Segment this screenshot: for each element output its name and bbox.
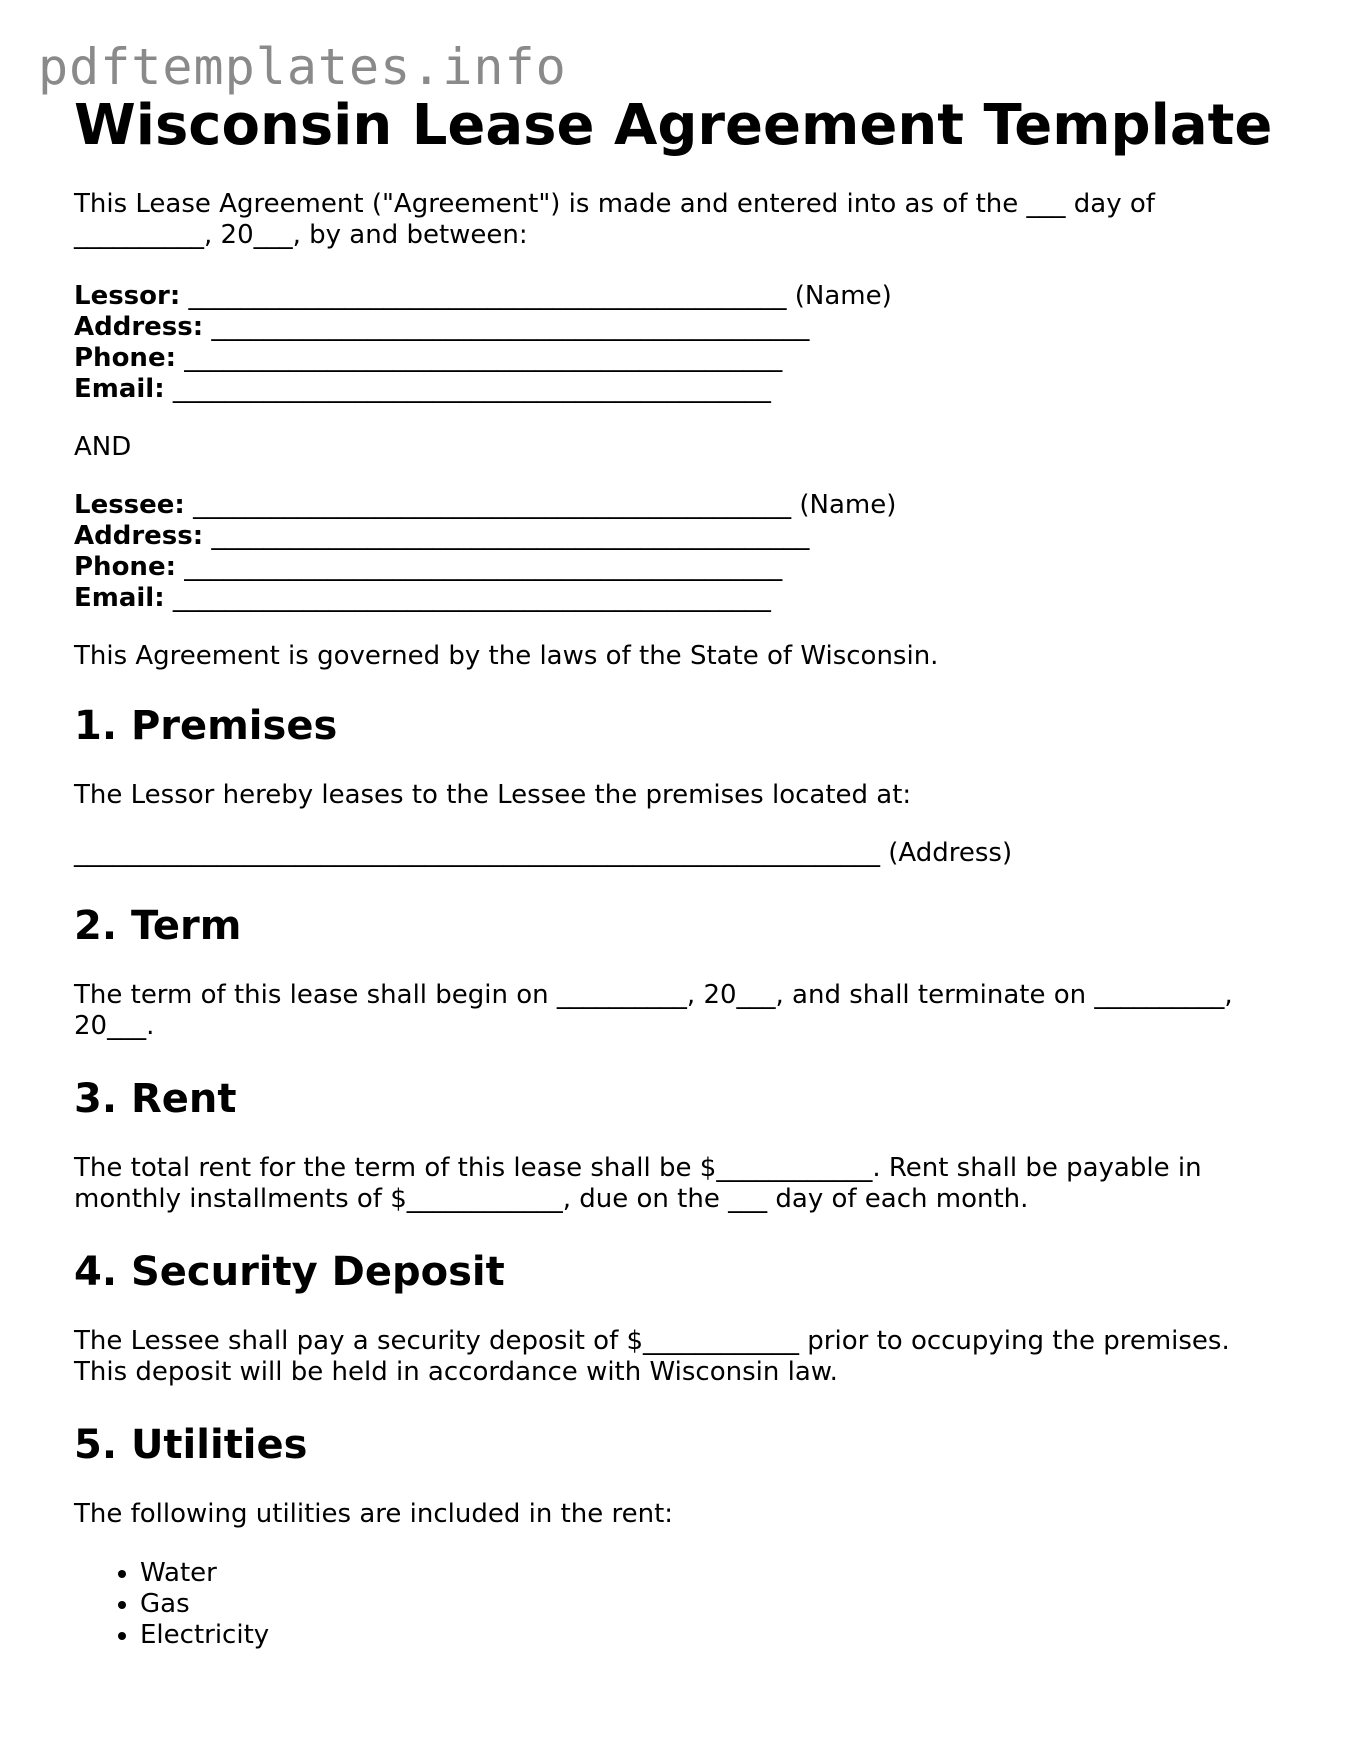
utilities-list: [74, 1558, 1274, 1651]
lessee-phone-line: [74, 552, 1274, 583]
field-blank: ______________________________________________: [175, 552, 783, 583]
document-page: [74, 92, 1274, 1651]
section-heading-premises: 1. Premises: [74, 703, 338, 750]
list-item: • Electricity: [140, 1620, 1274, 1651]
field-label: Email:: [74, 374, 165, 405]
lessor-phone-line: [74, 343, 1274, 374]
term-paragraph: The term of this lease shall begin on __________, 20___, and shall terminate on __________, 20___.: [74, 980, 1233, 1042]
field-blank: ______________________________________________: [203, 312, 810, 343]
field-label: Phone:: [74, 552, 176, 583]
field-blank: ______________________________________________: [203, 521, 810, 552]
lessor-email-line: [74, 374, 1274, 405]
premises-address-line: ______________________________________________________________ (Address): [74, 838, 1013, 869]
watermark: pdftemplates.info: [38, 38, 567, 96]
list-item: • Gas: [140, 1589, 1274, 1620]
section-heading-security-deposit: 4. Security Deposit: [74, 1249, 505, 1296]
field-label: Lessee:: [74, 490, 185, 521]
lessor-block: [74, 281, 1274, 405]
lessee-block: [74, 490, 1274, 614]
intro-paragraph: This Lease Agreement ("Agreement") is made and entered into as of the ___ day of __________, 20___, by and between:: [74, 189, 1155, 251]
section-heading-utilities: 5. Utilities: [74, 1422, 308, 1469]
field-blank: ______________________________________________: [175, 343, 783, 374]
field-label: Lessor:: [74, 281, 181, 312]
field-blank: ______________________________________________: [164, 583, 771, 614]
lessee-address-line: [74, 521, 1274, 552]
utilities-paragraph: The following utilities are included in the rent:: [74, 1499, 674, 1530]
lessee-name-line: [74, 490, 1274, 521]
field-blank: ______________________________________________: [164, 374, 771, 405]
section-heading-rent: 3. Rent: [74, 1076, 237, 1123]
rent-paragraph: The total rent for the term of this lease shall be $____________. Rent shall be payable in monthly installments of $____________, due on the ___ day of each month.: [74, 1153, 1202, 1215]
field-blank: ______________________________________________ (Name): [184, 490, 897, 521]
lessor-name-line: [74, 281, 1274, 312]
governing-law-paragraph: This Agreement is governed by the laws of the State of Wisconsin.: [74, 641, 939, 672]
and-separator: AND: [74, 432, 132, 463]
field-label: Phone:: [74, 343, 176, 374]
lessee-email-line: [74, 583, 1274, 614]
field-label: Email:: [74, 583, 165, 614]
page-title: Wisconsin Lease Agreement Template: [74, 93, 1273, 158]
field-label: Address:: [74, 521, 204, 552]
premises-paragraph: The Lessor hereby leases to the Lessee the premises located at:: [74, 780, 912, 811]
lessor-address-line: [74, 312, 1274, 343]
field-blank: ______________________________________________ (Name): [180, 281, 892, 312]
security-deposit-paragraph: The Lessee shall pay a security deposit of $____________ prior to occupying the premises. This deposit will be held in accordance with Wisconsin law.: [74, 1326, 1230, 1388]
section-heading-term: 2. Term: [74, 903, 242, 950]
list-item: • Water: [140, 1558, 1274, 1589]
field-label: Address:: [74, 312, 204, 343]
